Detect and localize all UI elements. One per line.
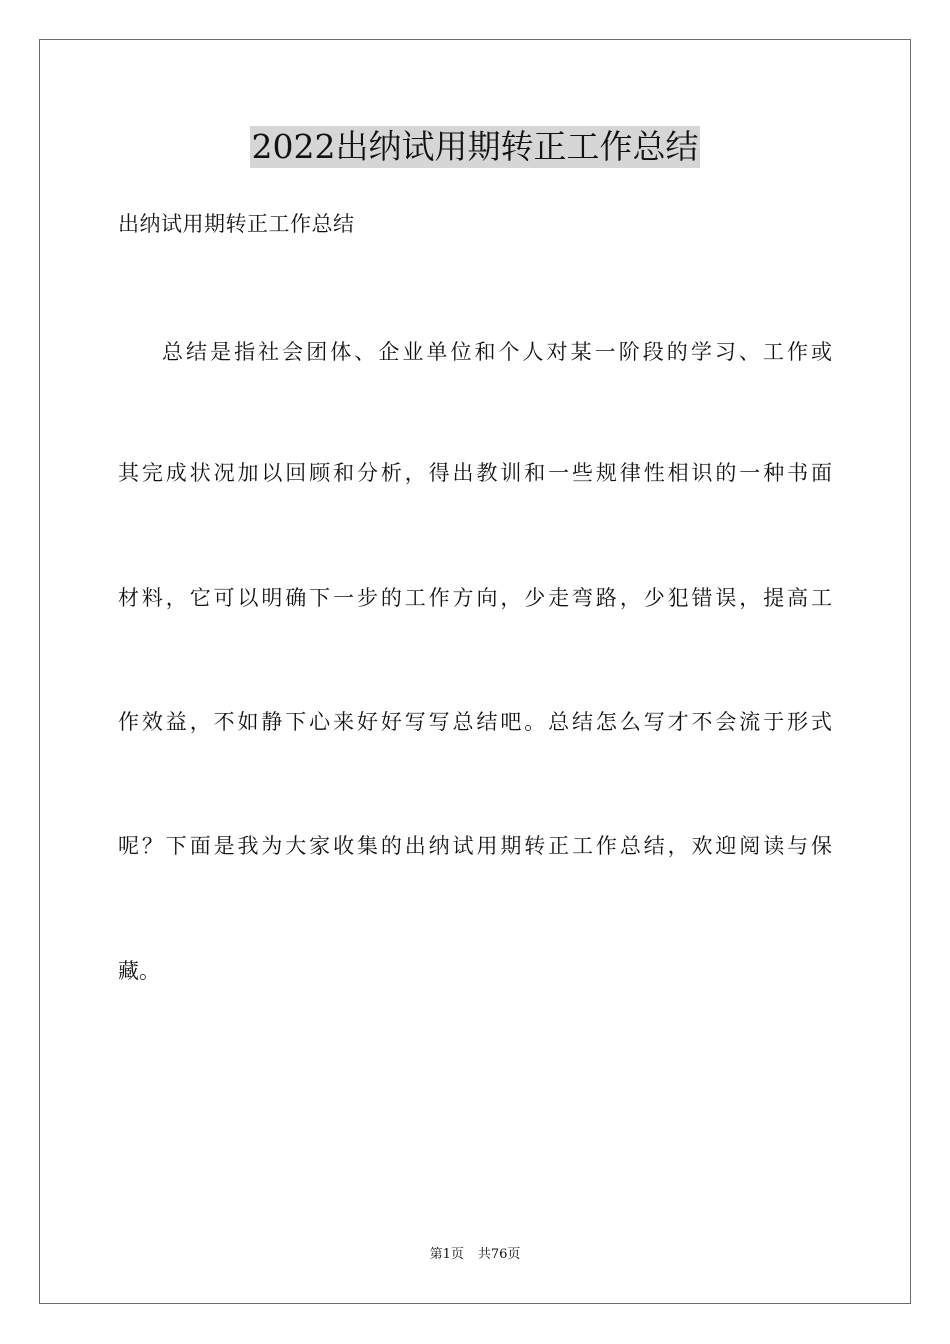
paragraph-line: 材料，它可以明确下一步的工作方向，少走弯路，少犯错误，提高工 — [118, 586, 832, 610]
paragraph-line: 总结是指社会团体、企业单位和个人对某一阶段的学习、工作或 — [162, 340, 832, 364]
paragraph-line: 其完成状况加以回顾和分析，得出教训和一些规律性相识的一种书面 — [118, 461, 832, 485]
paragraph-line: 作效益，不如静下心来好好写写总结吧。总结怎么写才不会流于形式 — [118, 710, 832, 734]
total-pages: 共76页 — [477, 1247, 521, 1262]
paragraph-line: 呢？下面是我为大家收集的出纳试用期转正工作总结，欢迎阅读与保 — [118, 834, 832, 858]
document-title: 2022出纳试用期转正工作总结 — [251, 127, 699, 166]
page-footer — [0, 1246, 950, 1264]
paragraph-line: 藏。 — [118, 959, 160, 983]
document-subtitle: 出纳试用期转正工作总结 — [118, 212, 355, 236]
title-container — [0, 126, 950, 168]
page-number: 第1页 — [429, 1247, 464, 1262]
